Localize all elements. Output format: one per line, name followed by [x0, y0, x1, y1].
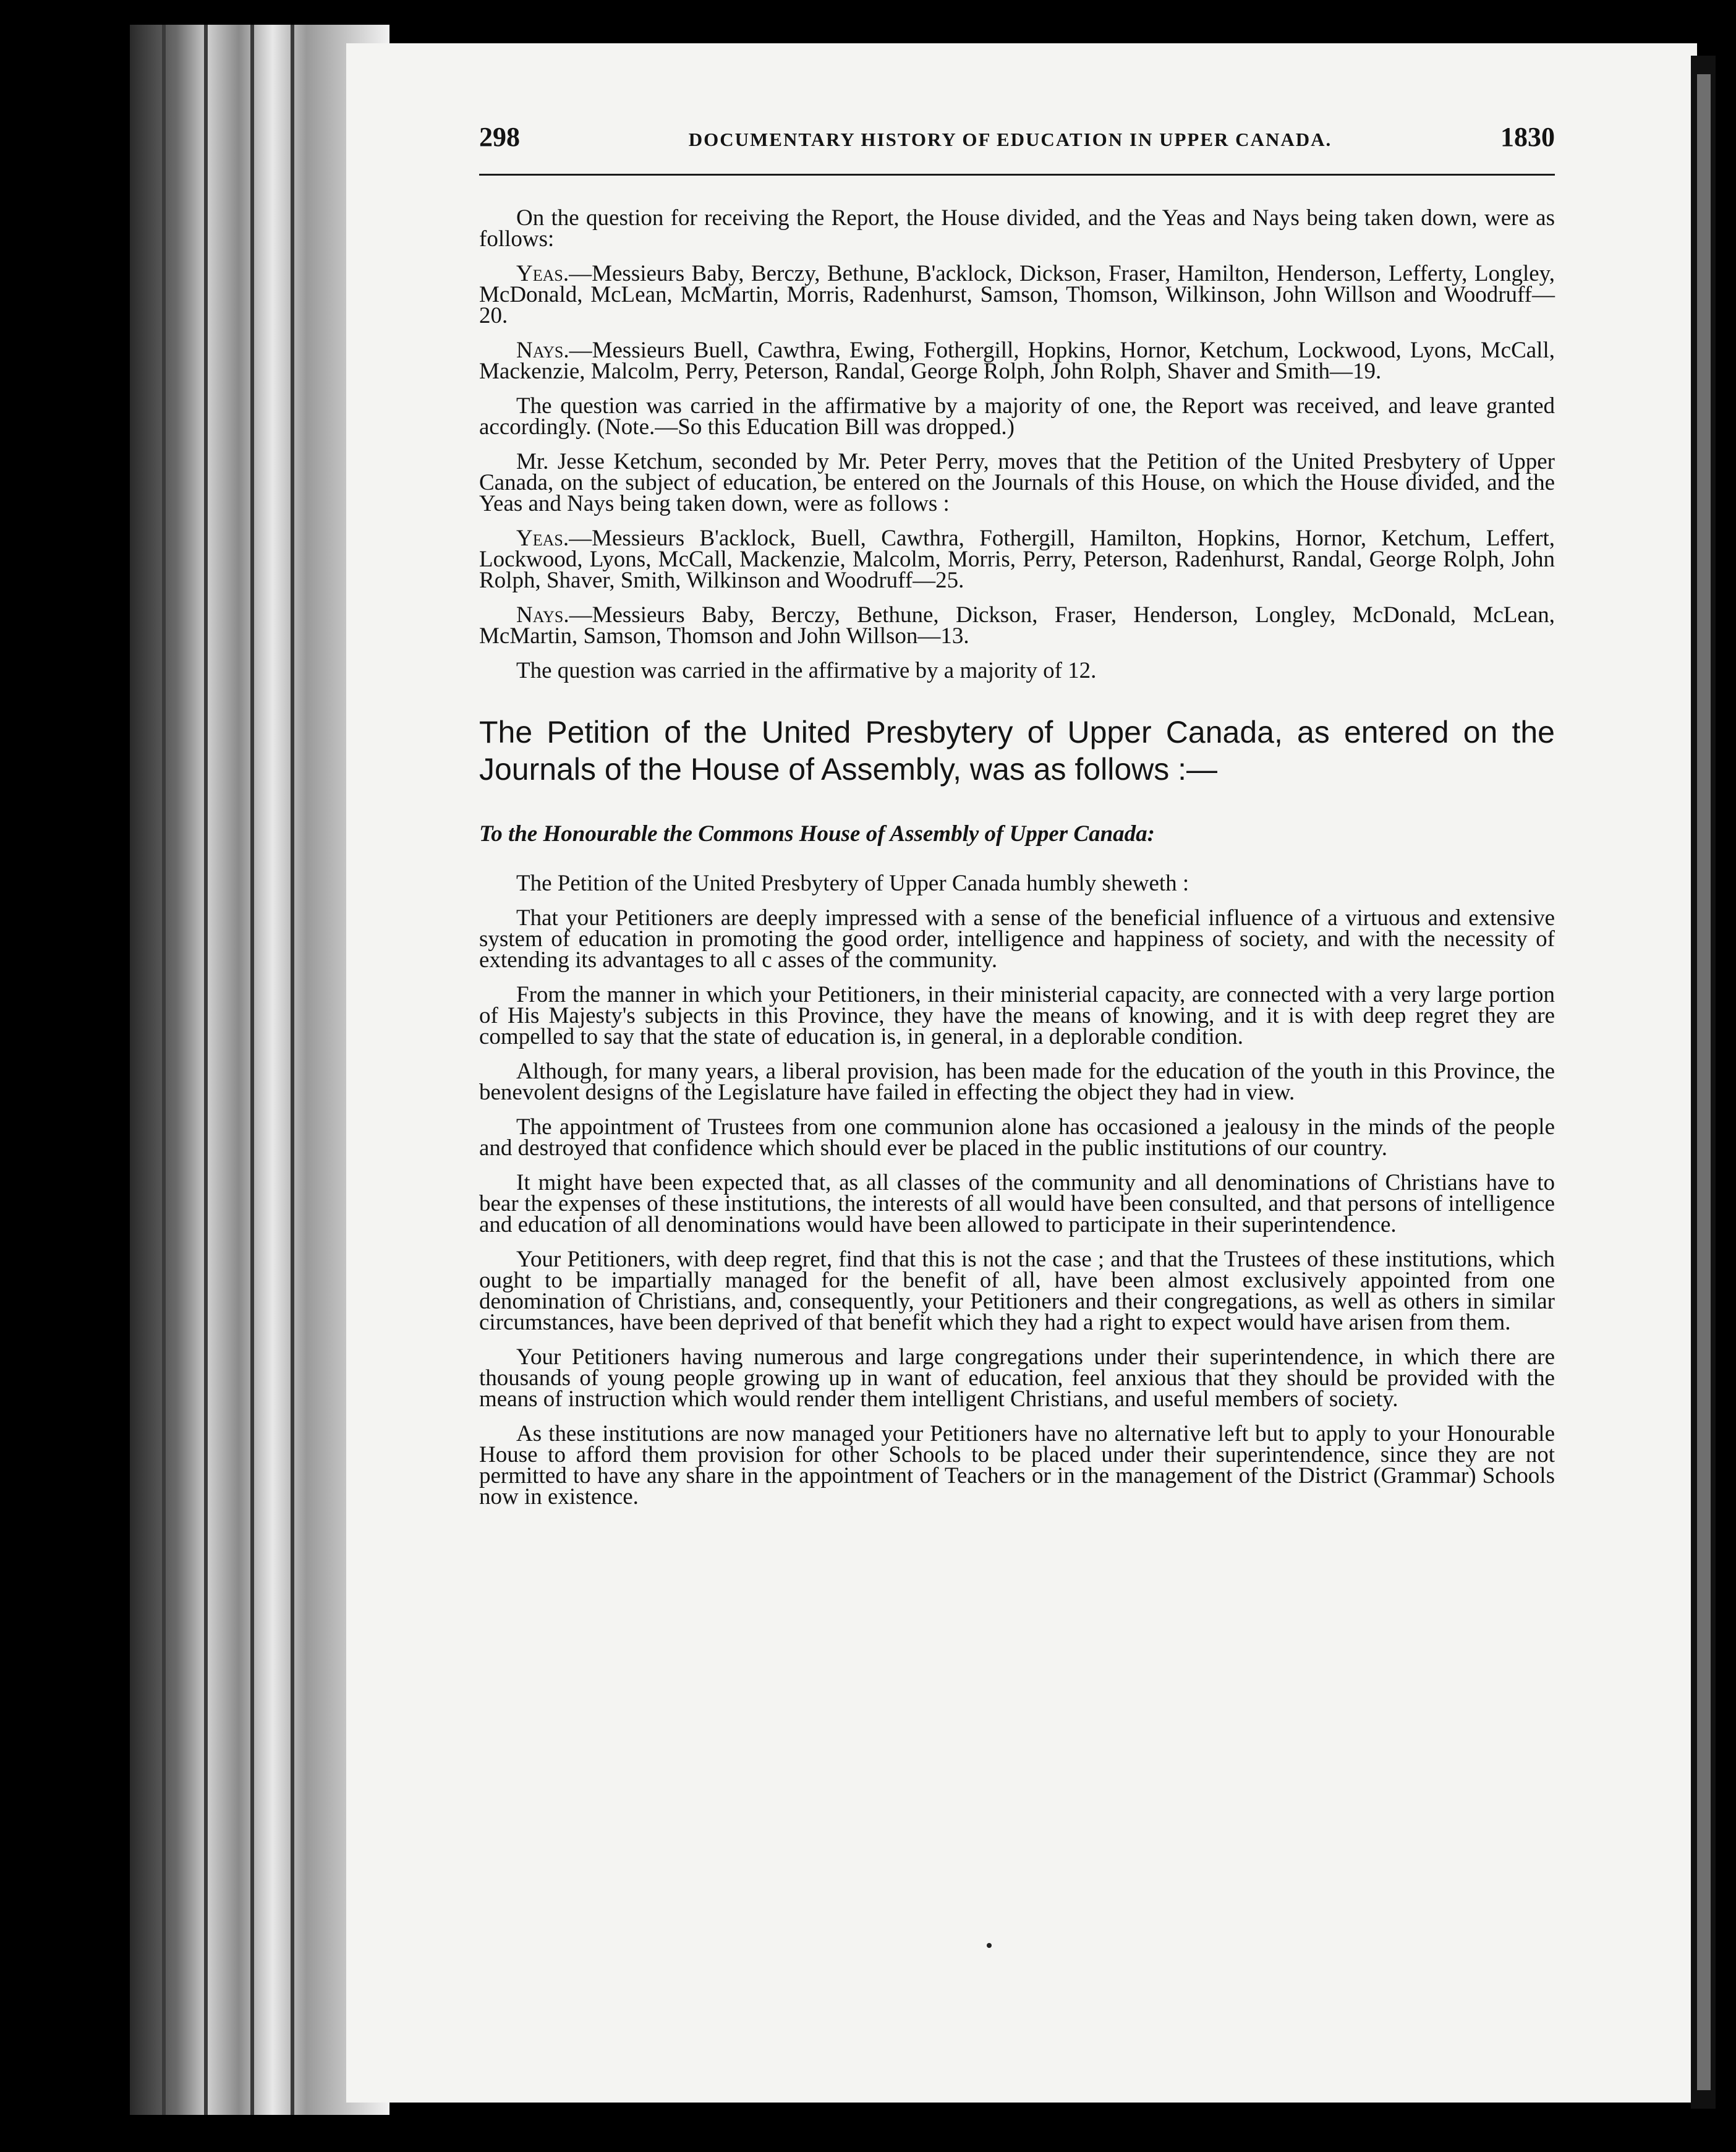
education-bill-note: (Note.—So this Education Bill was dropped.)	[597, 414, 1015, 440]
yeas-list-1: —Messieurs Baby, Berczy, Bethune, B'acklock, Dickson, Fraser, Hamilton, Henderson, Lefferty, Longley, McDonald, McLean, McMartin, Morris, Radenhurst, Samson, Thomson, Wilkinson, John Willson and Woodruff—20.	[479, 261, 1555, 328]
nays-label: Nays.	[516, 602, 569, 628]
nays-label: Nays.	[516, 338, 569, 363]
section-heading: The Petition of the United Presbytery of Upper Canada, as entered on the Journals of the House of Assembly, was as follows :—	[479, 715, 1555, 787]
petition-opening: The Petition of the United Presbytery of Upper Canada humbly sheweth :	[516, 871, 1189, 896]
facing-page-strip	[1697, 74, 1711, 2090]
page-year: 1830	[1500, 122, 1555, 152]
petition-paragraph-7: Your Petitioners having numerous and large congregations under their superintendence, in which there are thousands of young people growing up in want of education, feel anxious that they should be provided with the means of instruction which would render them intelligent Christians, and useful members of society.	[479, 1344, 1555, 1412]
petition-address: To the Honourable the Commons House of Assembly of Upper Canada:	[479, 821, 1155, 847]
page-edge-line	[162, 25, 166, 2115]
nays-list-1: —Messieurs Buell, Cawthra, Ewing, Fothergill, Hopkins, Hornor, Ketchum, Lockwood, Lyons, McCall, Mackenzie, Malcolm, Perry, Peterson, Randal, George Rolph, John Rolph, Shaver and Smith—19.	[479, 338, 1555, 384]
petition-paragraph-6: Your Petitioners, with deep regret, find that this is not the case ; and that the Trustees of these institutions, which ought to be impartially managed for the benefit of all, have been almost exclusively appointed from one denomination of Christians, and, consequently, your Petitioners and their congregations, as well as others in similar circumstances, have been deprived of that benefit which they had a right to expect would have arisen from them.	[479, 1247, 1555, 1335]
paragraph-ketchum-motion: Mr. Jesse Ketchum, seconded by Mr. Peter Perry, moves that the Petition of the United Presbytery of Upper Canada, on the subject of education, be entered on the Journals of this House, on which the House divided, and the Yeas and Nays being taken down, were as follows :	[479, 449, 1555, 516]
paragraph-carried-2: The question was carried in the affirmative by a majority of 12.	[516, 658, 1097, 683]
yeas-list-2: —Messieurs B'acklock, Buell, Cawthra, Fothergill, Hamilton, Hopkins, Hornor, Ketchum, Leffert, Lockwood, Lyons, McCall, Mackenzie, Malcolm, Morris, Perry, Peterson, Radenhurst, Randal, George Rolph, John Rolph, Shaver, Smith, Wilkinson and Woodruff—25.	[479, 526, 1555, 593]
paragraph-report-vote: On the question for receiving the Report, the House divided, and the Yeas and Nays being taken down, were as follows:	[479, 205, 1555, 252]
running-title: DOCUMENTARY HISTORY OF EDUCATION IN UPPER CANADA.	[688, 129, 1332, 150]
ink-speck	[987, 1943, 992, 1948]
paragraph-yeas-2	[479, 528, 1555, 591]
paragraph-yeas-1	[479, 263, 1555, 327]
page-number: 298	[479, 122, 520, 152]
petition-paragraph-2: From the manner in which your Petitioners, in their ministerial capacity, are connected with a very large portion of His Majesty's subjects in this Province, they have the means of knowing, and it is with deep regret they are compelled to say that the state of education is, in general, in a deplorable condition.	[479, 982, 1555, 1049]
page-content	[479, 122, 1555, 1521]
running-head	[479, 122, 1555, 176]
page-edge-line	[204, 25, 208, 2115]
yeas-label: Yeas.	[516, 261, 569, 286]
carried-text: The question was carried in the affirmative by a majority of one, the Report was received, and leave granted accordingly.	[479, 393, 1555, 440]
page-edge-line	[250, 25, 254, 2115]
petition-paragraph-8: As these institutions are now managed your Petitioners have no alternative left but to apply to your Honourable House to afford them provision for other Schools to be placed under their superintendence, since they are not permitted to have any share in the appointment of Teachers or in the management of the District (Grammar) Schools now in existence.	[479, 1421, 1555, 1509]
petition-paragraph-5: It might have been expected that, as all classes of the community and all denominations of Christians have to bear the expenses of these institutions, the interests of all would have been consulted, and that persons of intelligence and education of all denominations would have been allowed to participate in their superintendence.	[479, 1170, 1555, 1237]
nays-list-2: —Messieurs Baby, Berczy, Bethune, Dickson, Fraser, Henderson, Longley, McDonald, McLean, McMartin, Samson, Thomson and John Willson—13.	[479, 602, 1555, 649]
page-edge-line	[291, 25, 294, 2115]
petition-paragraph-4: The appointment of Trustees from one communion alone has occasioned a jealousy in the minds of the people and destroyed that confidence which should ever be placed in the public institutions of our country.	[479, 1114, 1555, 1161]
petition-paragraph-3: Although, for many years, a liberal provision, has been made for the education of the youth in this Province, the benevolent designs of the Legislature have failed in effecting the object they had in view.	[479, 1059, 1555, 1105]
paragraph-carried-1	[479, 393, 1555, 440]
yeas-label: Yeas.	[516, 526, 569, 551]
paragraph-nays-2	[479, 602, 1555, 649]
petition-paragraph-1: That your Petitioners are deeply impressed with a sense of the beneficial influence of a virtuous and extensive system of education in promoting the good order, intelligence and happiness of society, and with the necessity of extending its advantages to all c asses of the community.	[479, 905, 1555, 973]
paragraph-nays-1	[479, 340, 1555, 382]
